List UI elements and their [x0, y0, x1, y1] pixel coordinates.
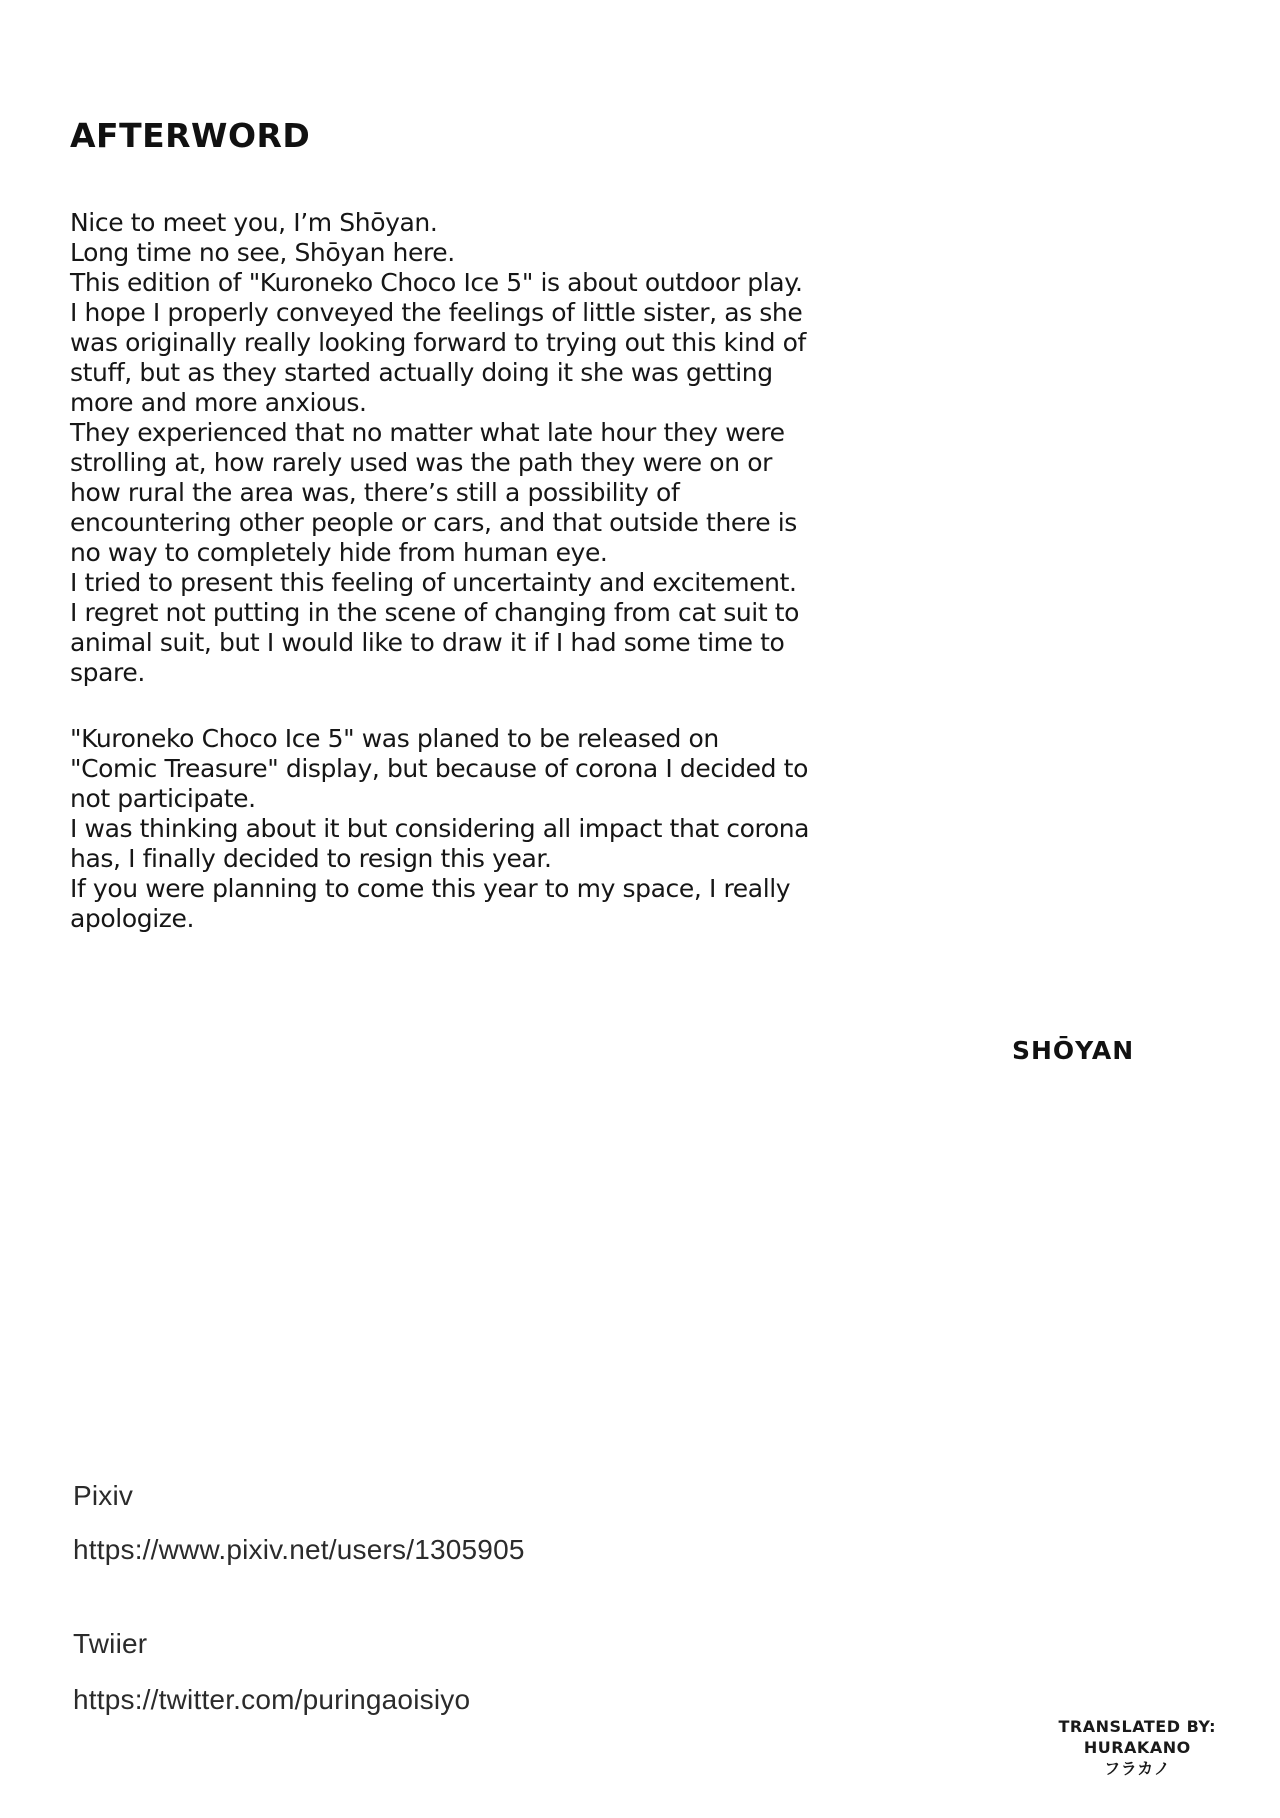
- text-line: more and more anxious.: [70, 388, 367, 417]
- twitter-label: Twiier: [73, 1628, 148, 1659]
- text-line: This edition of "Kuroneko Choco Ice 5" is about outdoor play.: [70, 268, 803, 297]
- pixiv-url-text: https://www.pixiv.net/users/1305905: [73, 1534, 525, 1565]
- paragraph-1: [70, 208, 809, 688]
- text-line: I regret not putting in the scene of changing from cat suit to: [70, 598, 800, 627]
- author-signature: SHŌYAN: [1012, 1036, 1135, 1065]
- afterword-body: [70, 208, 809, 934]
- page-title: AFTERWORD: [70, 116, 311, 155]
- text-line: I tried to present this feeling of uncertainty and excitement.: [70, 568, 797, 597]
- text-line: spare.: [70, 658, 145, 687]
- text-line: apologize.: [70, 904, 194, 933]
- text-line: "Kuroneko Choco Ice 5" was planed to be released on: [70, 724, 719, 753]
- text-line: has, I finally decided to resign this year.: [70, 844, 552, 873]
- text-line: Nice to meet you, I’m Shōyan.: [70, 208, 438, 237]
- text-line: strolling at, how rarely used was the path they were on or: [70, 448, 772, 477]
- pixiv-label: Pixiv: [73, 1480, 134, 1511]
- twitter-url-text: https://twitter.com/puringaoisiyo: [73, 1684, 471, 1715]
- text-line: I hope I properly conveyed the feelings of little sister, as she: [70, 298, 803, 327]
- text-line: not participate.: [70, 784, 256, 813]
- text-line: They experienced that no matter what late hour they were: [70, 418, 785, 447]
- translator-name-kana: フラカノ: [1104, 1759, 1171, 1778]
- text-line: "Comic Treasure" display, but because of corona I decided to: [70, 754, 808, 783]
- text-line: Long time no see, Shōyan here.: [70, 238, 455, 267]
- text-line: no way to completely hide from human eye.: [70, 538, 608, 567]
- text-line: stuff, but as they started actually doing it she was getting: [70, 358, 773, 387]
- paragraph-spacer: [70, 688, 809, 724]
- translator-name-romaji: HURAKANO: [1083, 1738, 1191, 1757]
- translator-credit: [1059, 1716, 1216, 1779]
- text-line: was originally really looking forward to trying out this kind of: [70, 328, 806, 357]
- text-line: encountering other people or cars, and that outside there is: [70, 508, 797, 537]
- text-line: how rural the area was, there’s still a possibility of: [70, 478, 680, 507]
- text-line: I was thinking about it but considering all impact that corona: [70, 814, 810, 843]
- translator-credit-heading: TRANSLATED BY:: [1058, 1717, 1216, 1736]
- text-line: animal suit, but I would like to draw it if I had some time to: [70, 628, 785, 657]
- paragraph-2: [70, 724, 809, 934]
- text-line: If you were planning to come this year to my space, I really: [70, 874, 791, 903]
